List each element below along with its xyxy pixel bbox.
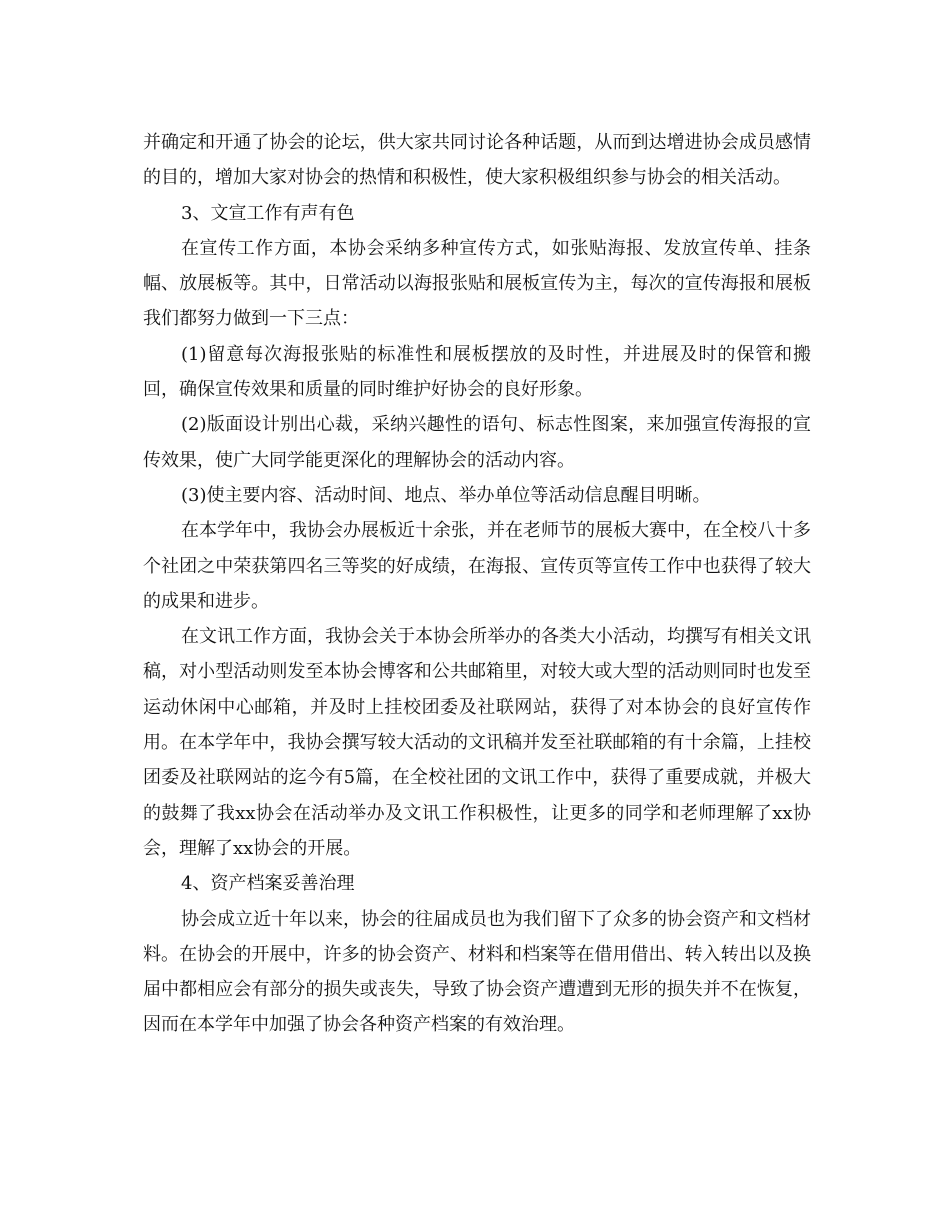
list-item-point-1: (1)留意每次海报张贴的标准性和展板摆放的及时性，并进展及时的保管和搬回，确保宣传效果和质量的同时维护好协会的良好形象。 [143,343,811,401]
document-body [143,125,811,1043]
section-heading-publicity: 3、文宣工作有声有色 [181,202,355,224]
section-heading-assets: 4、资产档案妥善治理 [181,873,355,895]
paragraph-news-writing: 在文讯工作方面，我协会关于本协会所举办的各类大小活动，均撰写有相关文讯稿，对小型活动则发至本协会博客和公共邮箱里，对较大或大型的活动则同时也发至运动休闲中心邮箱，并及时上挂校团委及社联网站，获得了对本协会的良好宣传作用。在本学年中，我协会撰写较大活动的文讯稿并发至社联邮箱的有十余篇，上挂校团委及社联网站的迄今有5篇，在全校社团的文讯工作中，获得了重要成就，并极大的鼓舞了我xx协会在活动举办及文讯工作积极性，让更多的同学和老师理解了xx协会，理解了xx协会的开展。 [143,626,811,859]
paragraph-publicity-methods: 在宣传工作方面，本协会采纳多种宣传方式，如张贴海报、发放宣传单、挂条幅、放展板等。其中，日常活动以海报张贴和展板宣传为主，每次的宣传海报和展板我们都努力做到一下三点： [143,237,811,330]
paragraph-forum-continuation: 并确定和开通了协会的论坛，供大家共同讨论各种话题，从而到达增进协会成员感情的目的，增加大家对协会的热情和积极性，使大家积极组织参与协会的相关活动。 [143,132,811,189]
paragraph-asset-management: 协会成立近十年以来，协会的往届成员也为我们留下了众多的协会资产和文档材料。在协会的开展中，许多的协会资产、材料和档案等在借用借出、转入转出以及换届中都相应会有部分的损失或丧失，导致了协会资产遭遭到无形的损失并不在恢复，因而在本学年中加强了协会各种资产档案的有效治理。 [143,908,811,1036]
paragraph-display-boards: 在本学年中，我协会办展板近十余张，并在老师节的展板大赛中，在全校八十多个社团之中荣获第四名三等奖的好成绩，在海报、宣传页等宣传工作中也获得了较大的成果和进步。 [143,520,811,612]
list-item-point-3: (3)使主要内容、活动时间、地点、举办单位等活动信息醒目明晰。 [181,484,711,506]
list-item-point-2: (2)版面设计别出心裁，采纳兴趣性的语句、标志性图案，来加强宣传海报的宣传效果，使广大同学能更深化的理解协会的活动内容。 [143,414,811,471]
